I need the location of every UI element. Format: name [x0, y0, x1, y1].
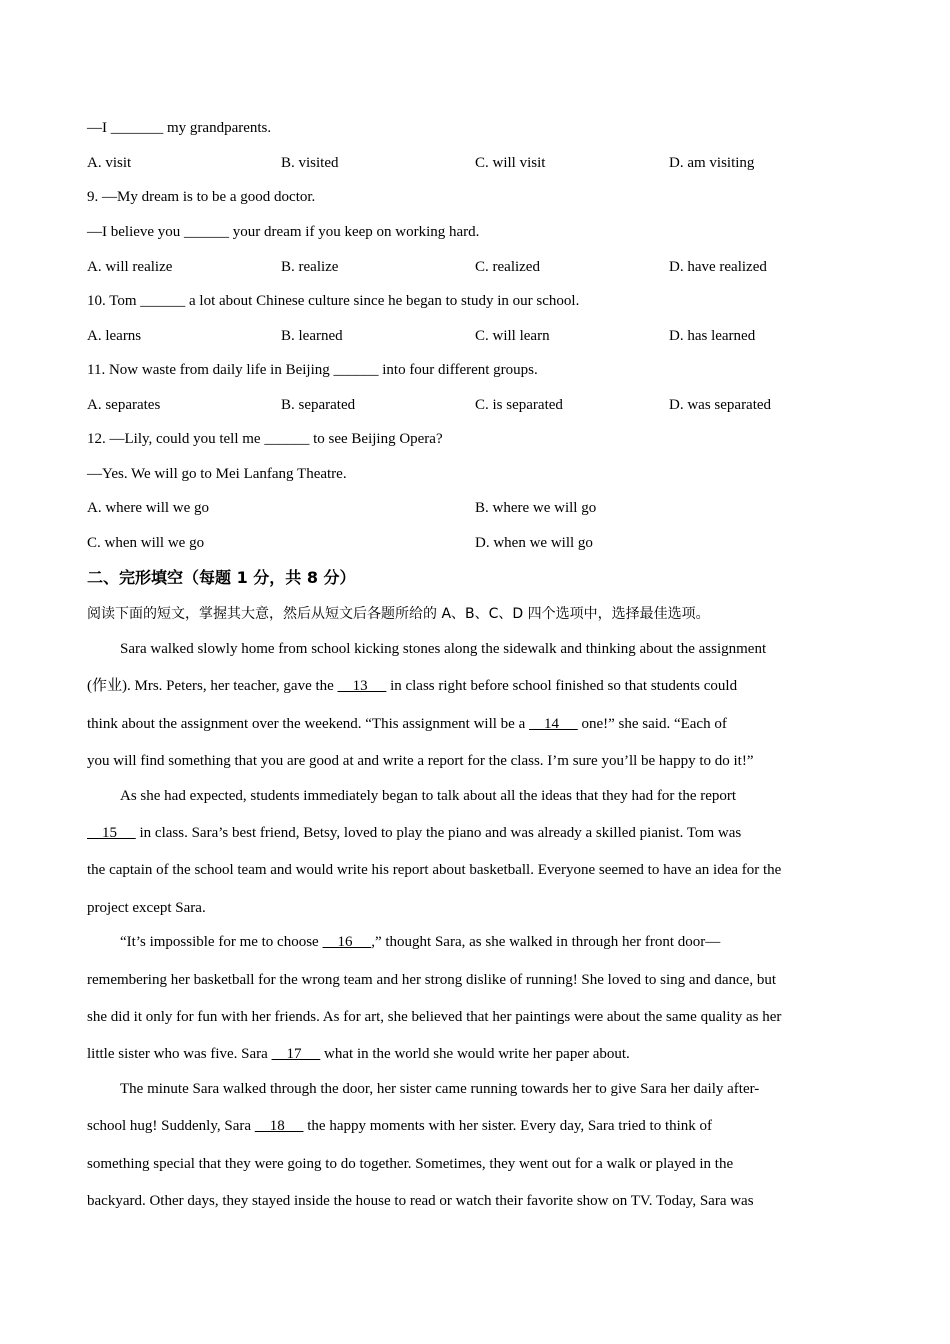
passage-p3-line1: “It’s impossible for me to choose 16 ,” thought Sara, as she walked in through her front door—: [120, 934, 721, 950]
q9-option-a: A. will realize: [87, 259, 173, 275]
passage-p2-line4: project except Sara.: [87, 900, 206, 916]
passage-p1-line2: (作业). Mrs. Peters, her teacher, gave the 13 in class right before school finished so that students could: [87, 678, 738, 694]
q12-stem: 12. —Lily, could you tell me ______ to see Beijing Opera?: [87, 431, 443, 447]
q11-stem: 11. Now waste from daily life in Beijing ______ into four different groups.: [87, 362, 538, 378]
q8-answer-line: —I _______ my grandparents.: [87, 120, 272, 136]
q10-option-a: A. learns: [87, 328, 142, 344]
q12-option-a: A. where will we go: [87, 500, 210, 516]
q11-option-a: A. separates: [87, 397, 161, 413]
passage-p1-line4: you will find something that you are good at and write a report for the class. I’m sure you’ll be happy to do it!”: [87, 753, 754, 769]
q10-option-c: C. will learn: [475, 328, 550, 344]
passage-p2-line3: the captain of the school team and would write his report about basketball. Everyone seemed to have an idea for the: [87, 862, 782, 878]
passage-p3-line4: little sister who was five. Sara 17 what in the world she would write her paper about.: [87, 1046, 630, 1062]
q10-option-b: B. learned: [281, 328, 343, 344]
q11-option-b: B. separated: [281, 397, 356, 413]
q8-option-a: A. visit: [87, 155, 132, 171]
passage-p1-line3: think about the assignment over the weekend. “This assignment will be a 14 one!” she said. “Each of: [87, 716, 727, 732]
blank-13: 13: [337, 678, 387, 694]
q8-option-d: D. am visiting: [669, 155, 755, 171]
q12-option-b: B. where we will go: [475, 500, 597, 516]
q9-option-d: D. have realized: [669, 259, 767, 275]
q11-option-c: C. is separated: [475, 397, 563, 413]
passage-p3-line2: remembering her basketball for the wrong team and her strong dislike of running! She loved to sing and dance, but: [87, 972, 776, 988]
q9-stem: 9. —My dream is to be a good doctor.: [87, 189, 316, 205]
blank-15: 15: [87, 825, 136, 841]
blank-17: 17: [271, 1046, 321, 1062]
q9-answer-line: —I believe you ______ your dream if you keep on working hard.: [87, 224, 480, 240]
q12-option-c: C. when will we go: [87, 535, 205, 551]
q9-option-b: B. realize: [281, 259, 339, 275]
q10-stem: 10. Tom ______ a lot about Chinese culture since he began to study in our school.: [87, 293, 580, 309]
blank-14: 14: [528, 716, 578, 732]
passage-p4-line1: The minute Sara walked through the door, her sister came running towards her to give Sara her daily after-: [120, 1081, 760, 1097]
passage-p4-line4: backyard. Other days, they stayed inside the house to read or watch their favorite show on TV. Today, Sara was: [87, 1193, 754, 1209]
q11-option-d: D. was separated: [669, 397, 772, 413]
q8-option-c: C. will visit: [475, 155, 546, 171]
blank-18: 18: [254, 1118, 304, 1134]
passage-p4-line3: something special that they were going to do together. Sometimes, they went out for a walk or played in the: [87, 1156, 734, 1172]
q8-option-b: B. visited: [281, 155, 339, 171]
passage-p2-line2: 15 in class. Sara’s best friend, Betsy, loved to play the piano and was already a skilled pianist. Tom was: [87, 825, 742, 841]
q9-option-c: C. realized: [475, 259, 540, 275]
passage-p2-line1: As she had expected, students immediately began to talk about all the ideas that they had for the report: [120, 788, 737, 804]
passage-p3-line3: she did it only for fun with her friends. As for art, she believed that her paintings were about the same quality as her: [87, 1009, 782, 1025]
q12-option-d: D. when we will go: [475, 535, 593, 551]
blank-16: 16: [322, 934, 372, 950]
q12-answer-line: —Yes. We will go to Mei Lanfang Theatre.: [87, 466, 347, 482]
q10-option-d: D. has learned: [669, 328, 756, 344]
passage-p4-line2: school hug! Suddenly, Sara 18 the happy moments with her sister. Every day, Sara tried to think of: [87, 1118, 713, 1134]
passage-p1-line1: Sara walked slowly home from school kicking stones along the sidewalk and thinking about the assignment: [120, 641, 767, 657]
section-heading: 二、完形填空（每题 1 分，共 8 分）: [87, 568, 356, 587]
section-instruction: 阅读下面的短文，掌握其大意，然后从短文后各题所给的 A、B、C、D 四个选项中，选择最佳选项。: [87, 606, 710, 622]
